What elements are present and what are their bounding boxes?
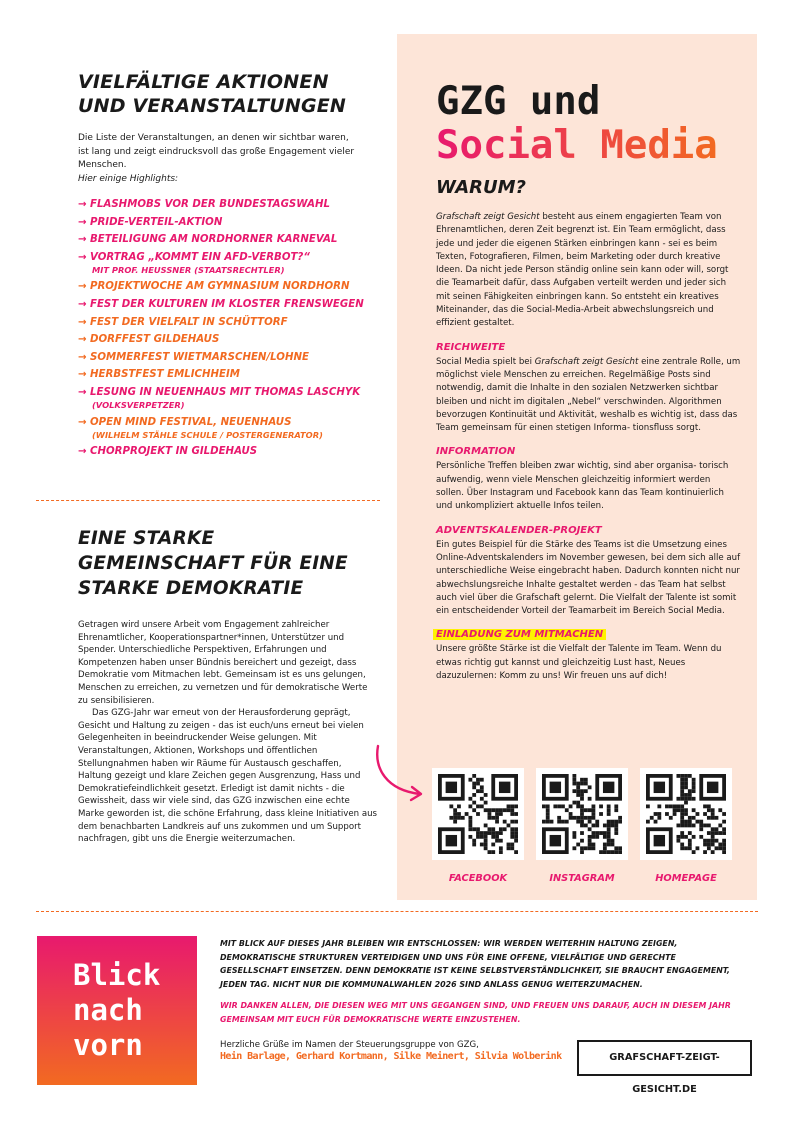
highlight-item xyxy=(78,333,390,346)
arrow-right-icon: → xyxy=(78,369,87,381)
einladung-heading: EINLADUNG ZUM MITMACHEN xyxy=(433,629,606,640)
highlight-item xyxy=(78,386,390,411)
arrow-right-icon: → xyxy=(78,416,87,428)
arrow-right-icon: → xyxy=(78,234,87,246)
qr-code-icon xyxy=(542,774,622,854)
dashed-divider xyxy=(36,500,380,501)
highlight-sublabel: (WILHELM STÄHLE SCHULE / POSTERGENERATOR) xyxy=(92,429,323,440)
highlight-label: HERBSTFEST EMLICHHEIM xyxy=(90,369,240,381)
arrow-right-icon: → xyxy=(78,446,87,458)
curved-arrow-icon xyxy=(372,744,428,804)
einladung-text: Unsere größte Stärke ist die Vielfalt der Talente im Team. Wenn du etwas richtig gut kannst und gleichzeitig Lust hast, Neues dazuzulernen: Komm zu uns! Wir freuen uns auf dich! xyxy=(436,644,722,682)
highlight-item xyxy=(78,316,390,329)
highlight-label: FEST DER VIELFALT IN SCHÜTTORF xyxy=(90,316,288,328)
events-intro: Die Liste der Veranstaltungen, an denen wir sichtbar waren, ist lang und zeigt eindrucksvoll das große Engagement vieler Menschen. Hier einige Highlights: xyxy=(78,132,390,186)
warum-text: Grafschaft zeigt Gesicht besteht aus einem engagierten Team von Ehrenamtlichen, deren Zeit begrenzt ist. Ein Team ermöglicht, dass jede und jeder die eigenen Stärken einbringen kann - sei es beim Texten, Fotografieren, Filmen, beim Marketing oder durch kreative Ideen. Da nicht jede Person ständig online sein kann oder will, sorgt die Teamarbeit dafür, dass Aufgaben verteilt werden und jeder sich mit seinen Fähigkeiten einbringen kann. So entsteht ein kreatives Miteinander, das die Social-Media-Arbeit abwechslungsreich und effizient gestaltet. xyxy=(436,212,729,329)
community-paragraph: Das GZG-Jahr war erneut von der Herausforderung geprägt, Gesicht und Haltung zu zeigen - das ist euch/uns erneut bei vielen Gelegenheiten in beeindruckender Weise gelungen. Mit Veranstaltungen, Aktionen, Workshops und öffentlichen Stellungnahmen haben wir Räume für Austausch geschaffen, Haltung gezeigt und klare Zeichen gegen Ausgrenzung, Hass und Demokratiefeindlichkeit gesetzt. Erledigt ist damit nichts - die Gewissheit, dass wir viele sind, das GZG inzwischen eine echte Marke geworden ist, die schöne Erfahrung, dass kleine Initiativen aus dem benachbarten Landkreis auf uns zukommen und um Support nachfragen, gibt uns die Energie weiterzumachen. xyxy=(78,708,378,845)
highlight-item xyxy=(78,368,390,381)
signature-names: Hein Barlage, Gerhard Kortmann, Silke Meinert, Silvia Wolberink xyxy=(220,1051,562,1062)
community-heading: EINE STARKE GEMEINSCHAFT FÜR EINE STARKE DEMOKRATIE xyxy=(78,528,348,599)
community-body xyxy=(78,619,378,846)
events-heading: VIELFÄLTIGE AKTIONEN UND VERANSTALTUNGEN xyxy=(78,71,347,117)
adventskalender-text: Ein gutes Beispiel für die Stärke des Teams ist die Umsetzung eines Online-Adventskalenders im November gewesen, bei dem sich alle auf unterschiedliche Weise eingebracht haben. Dadurch konnten nicht nur abwechslungsreiche Inhalte gestaltet werden - das Team hat selbst auch viel über die Grafschaft gelernt. Die Vielfalt der Talente ist somit ein entscheidender Vorteil der Teamarbeit im Bereich Social Media. xyxy=(436,539,741,617)
highlight-item xyxy=(78,351,390,364)
arrow-right-icon: → xyxy=(78,216,87,228)
adventskalender-heading: ADVENTSKALENDER-PROJEKT xyxy=(436,524,602,536)
highlights-list xyxy=(78,198,390,458)
highlight-item xyxy=(78,198,390,211)
highlight-sublabel: MIT PROF. HEUSSNER (STAATSRECHTLER) xyxy=(92,264,285,275)
highlight-label: PROJEKTWOCHE AM GYMNASIUM NORDHORN xyxy=(90,281,350,293)
highlight-label: FLASHMOBS VOR DER BUNDESTAGSWAHL xyxy=(90,199,331,210)
dashed-divider xyxy=(36,911,758,912)
closing-statement: MIT BLICK AUF DIESES JAHR BLEIBEN WIR ENTSCHLOSSEN: WIR WERDEN WEITERHIN HALTUNG ZEIGEN, DEMOKRATISCHE STRUKTUREN VERTEIDIGEN UND UNS FÜR EINE OFFENE, VIELFÄLTIGE UND GERECHTE GESELLSCHAFT EINSETZEN. DENN DEMOKRATIE IST KEINE SELBSTVERSTÄNDLICHKEIT, SIE BRAUCHT ENGAGEMENT, JEDEN TAG. NICHT NUR DIE KOMMUNALWAHLEN 2026 SIND ANLASS GENUG WEITERZUMACHEN. xyxy=(220,939,730,989)
arrow-right-icon: → xyxy=(78,298,87,310)
community-paragraph: Getragen wird unsere Arbeit vom Engagement zahlreicher Ehrenamtlicher, Kooperationspartner*innen, Unterstützer und Spender. Unterschiedliche Perspektiven, Erfahrungen und Kompetenzen haben unser Bündnis bereichert und gezeigt, dass Demokratie vom Mitmachen lebt. Gemeinsam ist es uns gelungen, Menschen zu erreichen, zu vernetzen und für demokratische Werte zu sensibilisieren. xyxy=(78,620,368,706)
arrow-right-icon: → xyxy=(78,251,87,263)
qr-code-facebook[interactable] xyxy=(432,768,524,860)
highlight-label: OPEN MIND FESTIVAL, NEUENHAUS xyxy=(90,416,292,428)
highlight-label: DORFFEST GILDEHAUS xyxy=(90,334,220,346)
greeting: Herzliche Grüße im Namen der Steuerungsgruppe von GZG, xyxy=(220,1039,479,1050)
highlight-item xyxy=(78,445,390,458)
highlight-item xyxy=(78,216,390,229)
highlight-label: VORTRAG „KOMMT EIN AFD-VERBOT?“ xyxy=(90,251,310,263)
qr-code-icon xyxy=(438,774,518,854)
blick-nach-vorn-box xyxy=(37,936,197,1085)
arrow-right-icon: → xyxy=(78,199,87,210)
community-section xyxy=(78,526,378,846)
qr-label-homepage: HOMEPAGE xyxy=(655,873,717,884)
warum-heading: WARUM? xyxy=(436,177,526,198)
social-media-title: GZG und Social Media xyxy=(436,79,718,168)
arrow-right-icon: → xyxy=(78,281,87,293)
events-intro-italic: Hier einige Highlights: xyxy=(78,173,179,184)
highlight-label: SOMMERFEST WIETMARSCHEN/LOHNE xyxy=(90,351,309,363)
arrow-right-icon: → xyxy=(78,316,87,328)
arrow-right-icon: → xyxy=(78,386,87,398)
closing-thanks: WIR DANKEN ALLEN, DIE DIESEN WEG MIT UNS GEGANGEN SIND, UND FREUEN UNS DARAUF, AUCH IN DIESEM JAHR GEMEINSAM MIT EUCH FÜR DEMOKRATISCHE WERTE EINZUSTEHEN. xyxy=(220,1001,731,1024)
highlight-label: BETEILIGUNG AM NORDHORNER KARNEVAL xyxy=(90,234,338,246)
highlight-item xyxy=(78,280,390,293)
qr-code-icon xyxy=(646,774,726,854)
highlight-item xyxy=(78,251,390,276)
reichweite-text: Social Media spielt bei Grafschaft zeigt Gesicht eine zentrale Rolle, um möglichst viele Menschen zu erreichen. Regelmäßige Posts sind notwendig, damit die Inhalte in den sozialen Netzwerken sichtbar bleiben und nicht im digitalen „Nebel“ verschwinden. Algorithmen bevorzugen Kontinuität und Aktivität, weshalb es wichtig ist, dass das Team gemeinsam für einen stetigen Informa- tionsfluss sorgt. xyxy=(436,356,741,434)
website-link[interactable]: GRAFSCHAFT-ZEIGT-GESICHT.DE xyxy=(577,1040,752,1076)
qr-label-instagram: INSTAGRAM xyxy=(549,873,615,884)
highlight-label: PRIDE-VERTEIL-AKTION xyxy=(90,216,223,228)
events-section xyxy=(78,70,390,463)
social-media-content xyxy=(436,211,741,683)
qr-code-homepage[interactable] xyxy=(640,768,732,860)
highlight-item xyxy=(78,416,390,441)
highlight-sublabel: (VOLKSVERPETZER) xyxy=(92,399,185,410)
highlight-label: CHORPROJEKT IN GILDEHAUS xyxy=(90,446,258,458)
arrow-right-icon: → xyxy=(78,334,87,346)
highlight-item xyxy=(78,298,390,311)
qr-label-facebook: FACEBOOK xyxy=(448,873,508,884)
closing-section xyxy=(220,937,740,1050)
arrow-right-icon: → xyxy=(78,351,87,363)
blick-nach-vorn-title: Blick nach vorn xyxy=(73,958,161,1062)
information-text: Persönliche Treffen bleiben zwar wichtig, sind aber organisa- torisch aufwendig, wenn viele Menschen gleichzeitig informiert werden sollen. Über Instagram und Facebook kann das Team kontinuierlich und unkompliziert aktuelle Infos teilen. xyxy=(436,461,729,512)
highlight-label: LESUNG IN NEUENHAUS MIT THOMAS LASCHYK xyxy=(90,386,361,398)
information-heading: INFORMATION xyxy=(436,446,516,458)
qr-code-instagram[interactable] xyxy=(536,768,628,860)
highlight-item xyxy=(78,233,390,246)
reichweite-heading: REICHWEITE xyxy=(436,341,506,353)
highlight-label: FEST DER KULTUREN IM KLOSTER FRENSWEGEN xyxy=(90,298,364,310)
